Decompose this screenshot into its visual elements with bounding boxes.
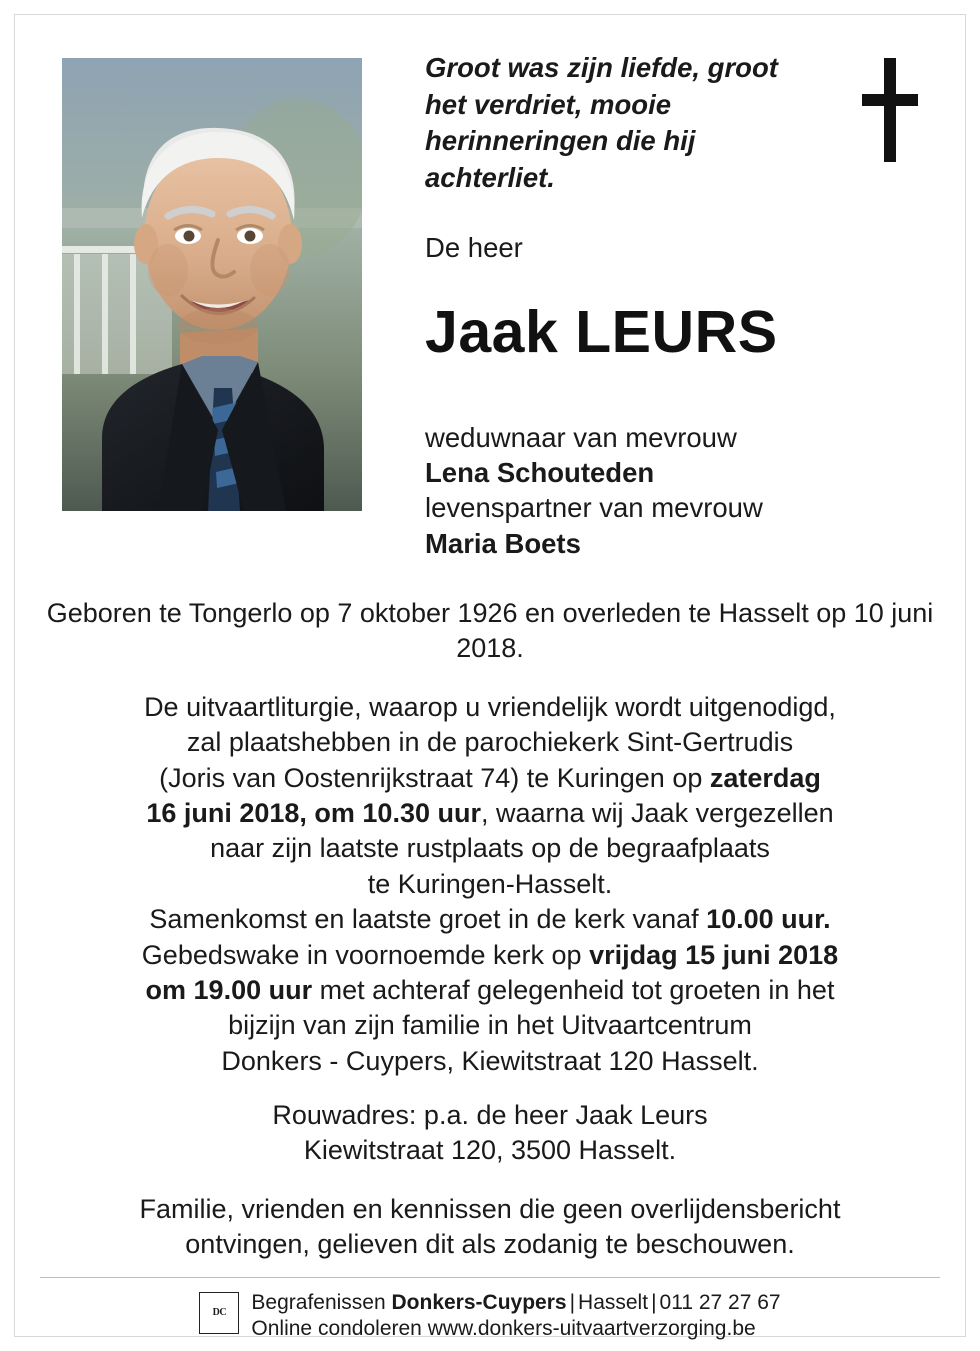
footer-company-prefix: Begrafenissen xyxy=(251,1291,392,1314)
liturgy-line-6: te Kuringen-Hasselt. xyxy=(367,868,613,899)
footer xyxy=(0,1290,980,1343)
footer-company-line xyxy=(251,1290,780,1316)
liturgy-line-4-post: , waarna wij Jaak vergezellen xyxy=(480,798,834,829)
memorial-quote: Groot was zijn liefde, groot het verdriet, mooie herinneringen die hij achterliet. xyxy=(425,52,778,193)
salutation: De heer xyxy=(425,232,523,263)
liturgy-line-1: De uitvaartliturgie, waarop u vriendelijk wordt uitgenodigd, xyxy=(144,692,836,722)
liturgy-line-5: naar zijn laatste rustplaats op de begraafplaats xyxy=(210,833,770,864)
cross-icon xyxy=(862,58,918,162)
mourning-address-line-1: Rouwadres: p.a. de heer Jaak Leurs xyxy=(272,1100,708,1130)
liturgy-line-7-pre: Samenkomst en laatste groet in de kerk vanaf xyxy=(149,904,707,935)
footer-company-name: Donkers-Cuypers xyxy=(391,1291,567,1314)
liturgy-line-8-bold: vrijdag 15 juni 2018 xyxy=(589,939,839,970)
liturgy-text xyxy=(40,690,940,1079)
liturgy-line-7-bold: 10.00 uur. xyxy=(706,904,831,935)
liturgy-line-4-bold: 16 juni 2018, om 10.30 uur xyxy=(146,798,481,829)
footer-city: Hasselt xyxy=(578,1291,649,1314)
birth-death-text xyxy=(40,596,940,667)
notice-line-2: ontvingen, gelieven dit als zodanig te beschouwen. xyxy=(185,1229,795,1260)
notice-line-1: Familie, vrienden en kennissen die geen overlijdensbericht xyxy=(139,1194,841,1224)
birth-death-line: Geboren te Tongerlo op 7 oktober 1926 en overleden te Hasselt op 10 juni 2018. xyxy=(46,598,934,664)
liturgy-line-2: zal plaatshebben in de parochiekerk Sint-Gertrudis xyxy=(186,727,794,758)
footer-separator-2: | xyxy=(651,1291,657,1314)
funeral-home-logo-icon xyxy=(199,1292,239,1334)
card-header-area xyxy=(0,0,980,580)
liturgy-line-9-bold: om 19.00 uur xyxy=(145,974,313,1005)
liturgy-line-8-pre: Gebedswake in voornoemde kerk op xyxy=(141,939,590,970)
logo-text: DC xyxy=(212,1307,227,1318)
mourning-address-line-2: Kiewitstraat 120, 3500 Hasselt. xyxy=(303,1135,677,1166)
liturgy-line-3-bold: zaterdag xyxy=(709,762,821,793)
liturgy-line-11: Donkers - Cuypers, Kiewitstraat 120 Hasselt. xyxy=(221,1045,759,1076)
partner-name: Maria Boets xyxy=(425,527,581,559)
portrait-photo xyxy=(62,58,362,511)
relations-block xyxy=(425,420,905,561)
widower-label: weduwnaar van mevrouw xyxy=(425,422,737,453)
portrait-image xyxy=(62,58,362,511)
mourning-address xyxy=(40,1098,940,1169)
liturgy-line-3-pre: (Joris van Oostenrijkstraat 74) te Kuringen op xyxy=(159,762,710,793)
footer-online-line: Online condoleren www.donkers-uitvaartverzorging.be xyxy=(251,1317,756,1341)
deceased-name: Jaak LEURS xyxy=(425,299,778,365)
notice-text xyxy=(40,1192,940,1263)
footer-phone: 011 27 27 67 xyxy=(659,1291,781,1314)
footer-divider xyxy=(40,1277,940,1278)
footer-text xyxy=(251,1290,780,1343)
liturgy-line-9-post: met achteraf gelegenheid tot groeten in het xyxy=(312,974,835,1005)
liturgy-line-10: bijzijn van zijn familie in het Uitvaartcentrum xyxy=(228,1010,752,1041)
partner-label: levenspartner van mevrouw xyxy=(425,492,763,524)
footer-separator-1: | xyxy=(569,1291,576,1314)
widower-name: Lena Schouteden xyxy=(425,457,655,489)
